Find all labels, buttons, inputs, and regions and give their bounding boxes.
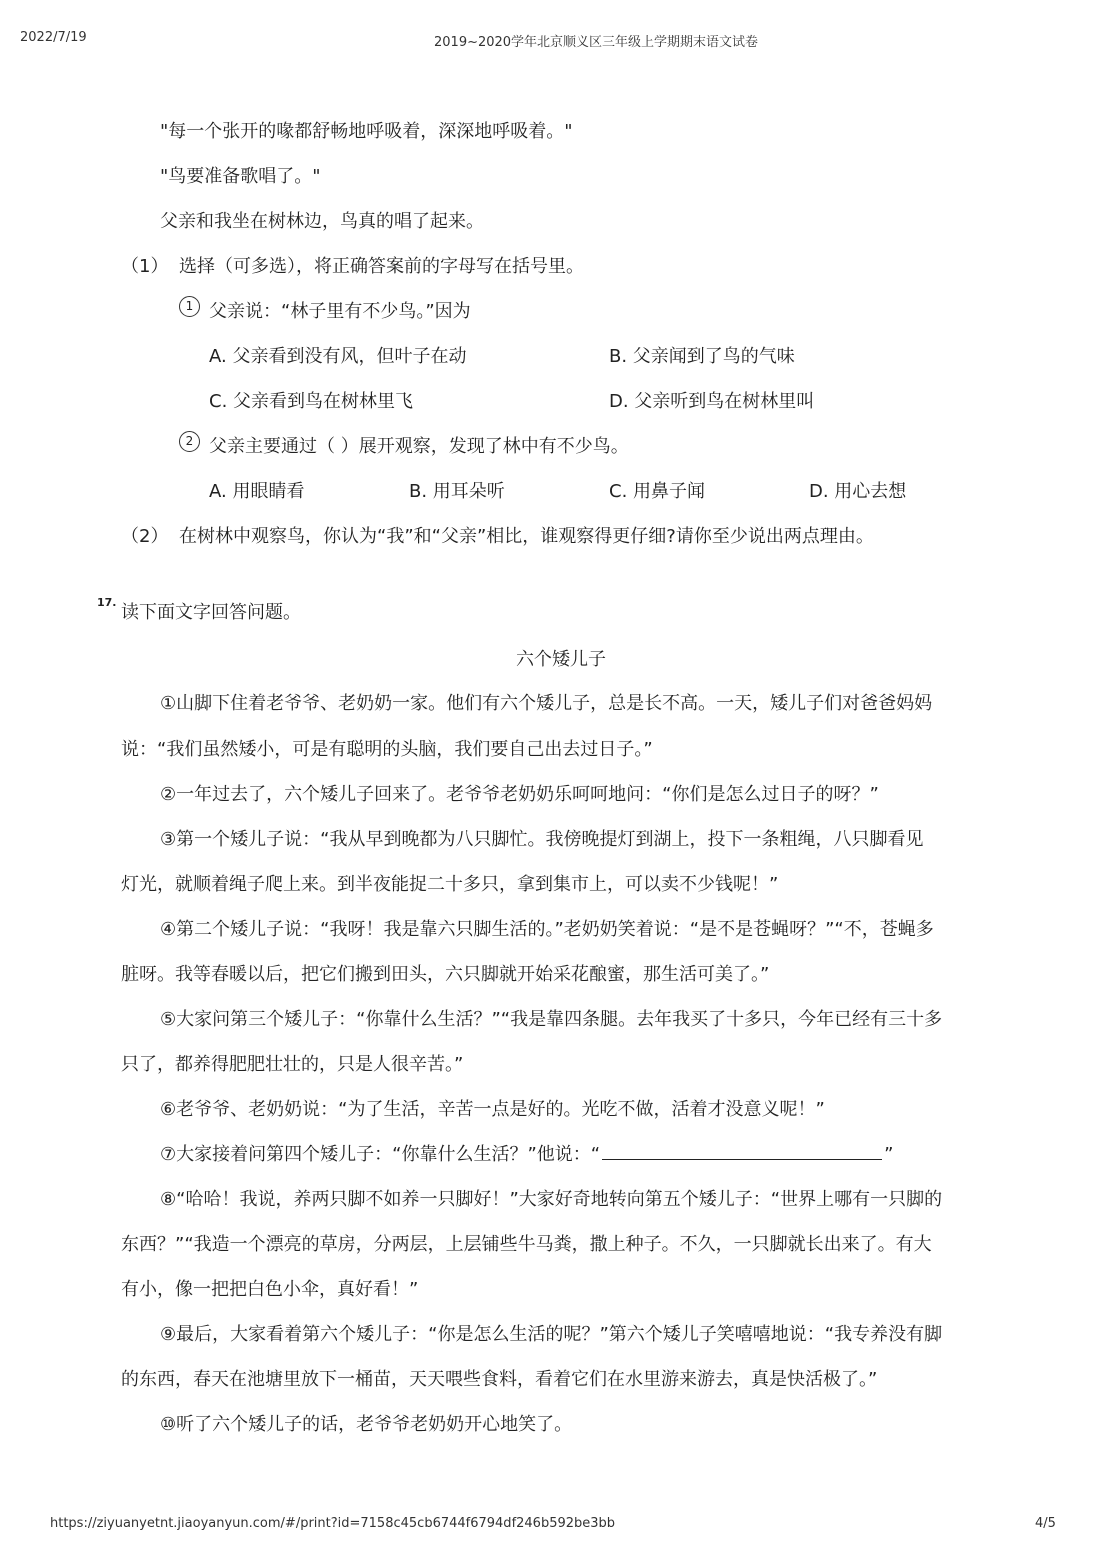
q16-sub1-option-d: D. 父亲听到鸟在树林里叫 xyxy=(609,391,815,412)
story-para-8c: 有小，像一把把白色小伞，真好看！” xyxy=(121,1279,419,1300)
story-para-3a: ③第一个矮儿子说：“我从早到晚都为八只脚忙。我傍晚提灯到湖上，投下一条粗绳，八只脚看见 xyxy=(160,829,924,850)
q16-sub2-option-a: A. 用眼睛看 xyxy=(209,481,305,502)
header-date: 2022/7/19 xyxy=(20,30,87,45)
q16-sub1-stem: 父亲说：“林子里有不少鸟。”因为 xyxy=(209,301,471,322)
story-para-8a: ⑧“哈哈！我说，养两只脚不如养一只脚好！”大家好奇地转向第五个矮儿子：“世界上哪有一只脚的 xyxy=(160,1189,943,1210)
story-para-3b: 灯光，就顺着绳子爬上来。到半夜能捉二十多只，拿到集市上，可以卖不少钱呢！” xyxy=(121,874,779,895)
story-para-10: ⑩听了六个矮儿子的话，老爷爷老奶奶开心地笑了。 xyxy=(160,1414,573,1435)
q16-sub1-option-c: C. 父亲看到鸟在树林里飞 xyxy=(209,391,414,412)
story-para-4a: ④第二个矮儿子说：“我呀！我是靠六只脚生活的。”老奶奶笑着说：“是不是苍蝇呀？”“不，苍蝇多 xyxy=(160,919,934,940)
q17-instruction: 读下面文字回答问题。 xyxy=(121,602,301,623)
passage-line-2: "鸟要准备歌唱了。" xyxy=(160,166,321,187)
story-para-9a: ⑨最后，大家看着第六个矮儿子：“你是怎么生活的呢？”第六个矮儿子笑嘻嘻地说：“我专养没有脚 xyxy=(160,1324,943,1345)
q16-part1-text: 选择（可多选），将正确答案前的字母写在括号里。 xyxy=(179,256,584,277)
q16-sub1-option-b: B. 父亲闻到了鸟的气味 xyxy=(609,346,795,367)
header-title: 2019~2020学年北京顺义区三年级上学期期末语文试卷 xyxy=(434,35,759,50)
circled-number-2: 2 xyxy=(179,431,200,452)
story-para-7: ⑦大家接着问第四个矮儿子：“你靠什么生活？”他说：“ xyxy=(160,1144,601,1165)
q17-number: 17. xyxy=(97,596,117,609)
story-para-1b: 说：“我们虽然矮小，可是有聪明的头脑，我们要自己出去过日子。” xyxy=(121,739,653,760)
q16-sub2-stem: 父亲主要通过（ ）展开观察，发现了林中有不少鸟。 xyxy=(209,436,629,457)
footer-url[interactable]: https://ziyuanyetnt.jiaoyanyun.com/#/print?id=7158c45cb6744f6794df246b592be3bb xyxy=(50,1516,616,1531)
q16-sub1-option-a: A. 父亲看到没有风，但叶子在动 xyxy=(209,346,467,367)
q16-part1-label: （1） xyxy=(121,256,169,277)
footer-page-number: 4/5 xyxy=(1035,1516,1056,1531)
q16-sub2-option-d: D. 用心去想 xyxy=(809,481,907,502)
circled-number-1: 1 xyxy=(179,296,200,317)
passage-line-3: 父亲和我坐在树林边，鸟真的唱了起来。 xyxy=(160,211,484,232)
story-para-4b: 脏呀。我等春暖以后，把它们搬到田头，六只脚就开始采花酿蜜，那生活可美了。” xyxy=(121,964,770,985)
story-para-5b: 只了，都养得肥肥壮壮的，只是人很辛苦。” xyxy=(121,1054,464,1075)
q16-part2-label: （2） xyxy=(121,526,169,547)
story-para-7-line xyxy=(160,1140,893,1166)
story-para-8b: 东西？”“我造一个漂亮的草房，分两层，上层铺些牛马粪，撒上种子。不久，一只脚就长出来了。有大 xyxy=(121,1234,932,1255)
q16-sub2-option-b: B. 用耳朵听 xyxy=(409,481,505,502)
story-para-1a: ①山脚下住着老爷爷、老奶奶一家。他们有六个矮儿子，总是长不高。一天，矮儿子们对爸爸妈妈 xyxy=(160,693,933,714)
q16-part2-text: 在树林中观察鸟，你认为“我”和“父亲”相比，谁观察得更仔细?请你至少说出两点理由。 xyxy=(179,526,874,547)
story-para-2: ②一年过去了，六个矮儿子回来了。老爷爷老奶奶乐呵呵地问：“你们是怎么过日子的呀？” xyxy=(160,784,879,805)
story-para-9b: 的东西，春天在池塘里放下一桶苗，天天喂些食料，看着它们在水里游来游去，真是快活极了。” xyxy=(121,1369,878,1390)
story-para-5a: ⑤大家问第三个矮儿子：“你靠什么生活？”“我是靠四条腿。去年我买了十多只，今年已经有三十多 xyxy=(160,1009,943,1030)
story-title: 六个矮儿子 xyxy=(516,649,606,670)
passage-line-1: "每一个张开的喙都舒畅地呼吸着，深深地呼吸着。" xyxy=(160,121,573,142)
story-para-6: ⑥老爷爷、老奶奶说：“为了生活，辛苦一点是好的。光吃不做，活着才没意义呢！” xyxy=(160,1099,825,1120)
story-para-7-close-quote: ” xyxy=(884,1144,894,1165)
q16-sub2-option-c: C. 用鼻子闻 xyxy=(609,481,706,502)
answer-blank[interactable] xyxy=(602,1145,882,1160)
